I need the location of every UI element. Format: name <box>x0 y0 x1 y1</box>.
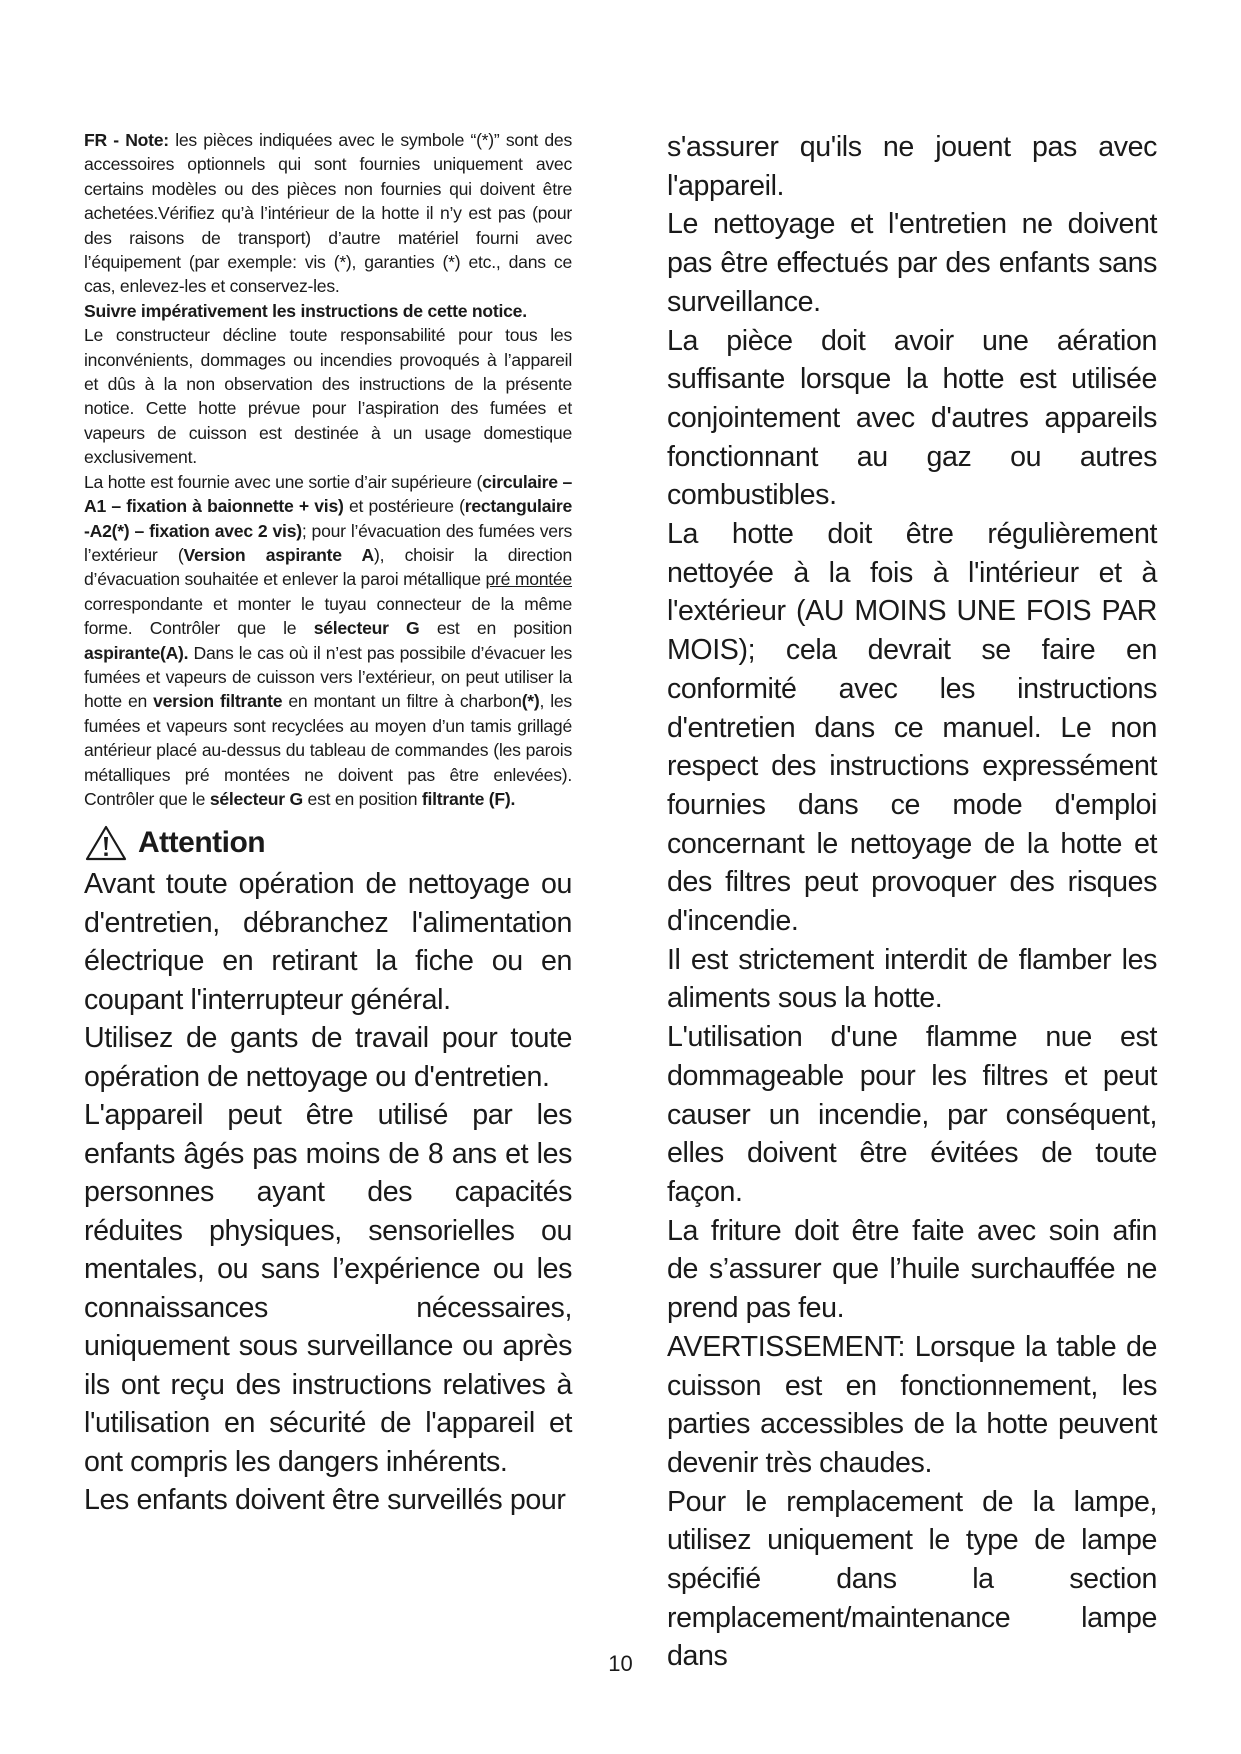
left-paragraph: Avant toute opération de nettoyage ou d'entretien, débranchez l'alimentation électrique en retirant la fiche ou en coupant l'interrupteur général. <box>84 868 572 1016</box>
note-section <box>84 128 572 811</box>
right-paragraph: AVERTISSEMENT: Lorsque la table de cuisson est en fonctionnement, les parties accessibles de la hotte peuvent devenir très chaudes. <box>667 1330 1157 1479</box>
right-column <box>667 128 1157 1676</box>
right-paragraph: La pièce doit avoir une aération suffisante lorsque la hotte est utilisée conjointement avec d'autres appareils fonctionnant au gaz ou autres combustibles. <box>667 324 1157 512</box>
left-main-text <box>84 865 572 1520</box>
right-paragraph: Il est strictement interdit de flamber les aliments sous la hotte. <box>667 943 1157 1015</box>
right-paragraph: s'assurer qu'ils ne jouent pas avec l'appareil. <box>667 131 1157 202</box>
left-paragraph: L'appareil peut être utilisé par les enfants âgés pas moins de 8 ans et les personnes ayant des capacités réduites physiques, sensorielles ou mentales, ou sans l’expérience ou les connaissances nécessaires, uniquement sous surveillance ou après ils ont reçu des instructions relatives à l'utilisation en sécurité de l'appareil et ont compris les dangers inhérents. <box>84 1099 572 1478</box>
attention-title: Attention <box>138 826 266 860</box>
right-paragraph: Le nettoyage et l'entretien ne doivent pas être effectués par des enfants sans surveillance. <box>667 208 1157 318</box>
left-paragraph: Les enfants doivent être surveillés pour <box>84 1484 566 1517</box>
right-paragraph: La friture doit être faite avec soin afin de s’assurer que l’huile surchauffée ne prend pas feu. <box>667 1214 1157 1325</box>
left-paragraph: Utilisez de gants de travail pour toute opération de nettoyage ou d'entretien. <box>84 1022 572 1093</box>
warning-triangle-icon <box>84 824 128 862</box>
note-paragraph-1: FR - Note: les pièces indiquées avec le symbole “(*)” sont des accessoires optionnels qui sont fournies uniquement avec certains modèles ou des pièces non fournies qui doivent être achetées.Vérifiez qu’à l’intérieur de la hotte il n’y est pas (pour des raisons de transport) d’autre matériel fourni avec l’équipement (par exemple: vis (*), garanties (*) etc., dans ce cas, enlevez-les et conservez-les. <box>84 130 573 297</box>
right-paragraph: L'utilisation d'une flamme nue est dommageable pour les filtres et peut causer un incendie, par conséquent, elles doivent être évitées de toute façon. <box>667 1021 1157 1208</box>
note-lead: FR - Note: <box>84 130 169 150</box>
page-number: 10 <box>608 1651 633 1676</box>
left-column <box>84 128 572 1520</box>
note-paragraph-4: La hotte est fournie avec une sortie d’air supérieure (circulaire – A1 – fixation à baionnette + vis) et postérieure (rectangulaire -A2(*) – fixation avec 2 vis); pour l’évacuation des fumées vers l’extérieur (Version aspirante A), choisir la direction d’évacuation souhaitée et enlever la paroi métallique pré montée correspondante et monter le tuyau connecteur de la même forme. Contrôler que le sélecteur G est en position aspirante(A). Dans le cas où il n’est pas possibile d’évacuer les fumées et vapeurs de cuisson vers l’extérieur, on peut utiliser la hotte en version filtrante en montant un filtre à charbon(*), les fumées et vapeurs sont recyclées au moyen d’un tamis grillagé antérieur placé au-dessus du tableau de commandes (les parois métalliques pré montées ne doivent pas être enlevées). Contrôler que le sélecteur G est en position filtrante (F). <box>84 471 573 809</box>
right-paragraph: La hotte doit être régulièrement nettoyée à la fois à l'intérieur et à l'extérieur (AU MOINS UNE FOIS PAR MOIS); cela devrait se faire en conformité avec les instructions d'entretien dans ce manuel. Le non respect des instructions expressément fournies dans ce mode d'emploi concernant le nettoyage de la hotte et des filtres peut provoquer des risques d'incendie. <box>667 518 1157 938</box>
attention-heading <box>84 823 572 863</box>
note-paragraph-2: Suivre impérativement les instructions de cette notice. <box>84 300 527 321</box>
note-paragraph-3: Le constructeur décline toute responsabilité pour tous les inconvénients, dommages ou incendies provoqués à l’appareil et dûs à la non observation des instructions de la présente notice. Cette hotte prévue pour l’aspiration des fumées et vapeurs de cuisson est destinée à un usage domestique exclusivement. <box>84 325 572 468</box>
right-paragraph: Pour le remplacement de la lampe, utilisez uniquement le type de lampe spécifié dans la section remplacement/maintenance lampe dans <box>667 1485 1157 1673</box>
